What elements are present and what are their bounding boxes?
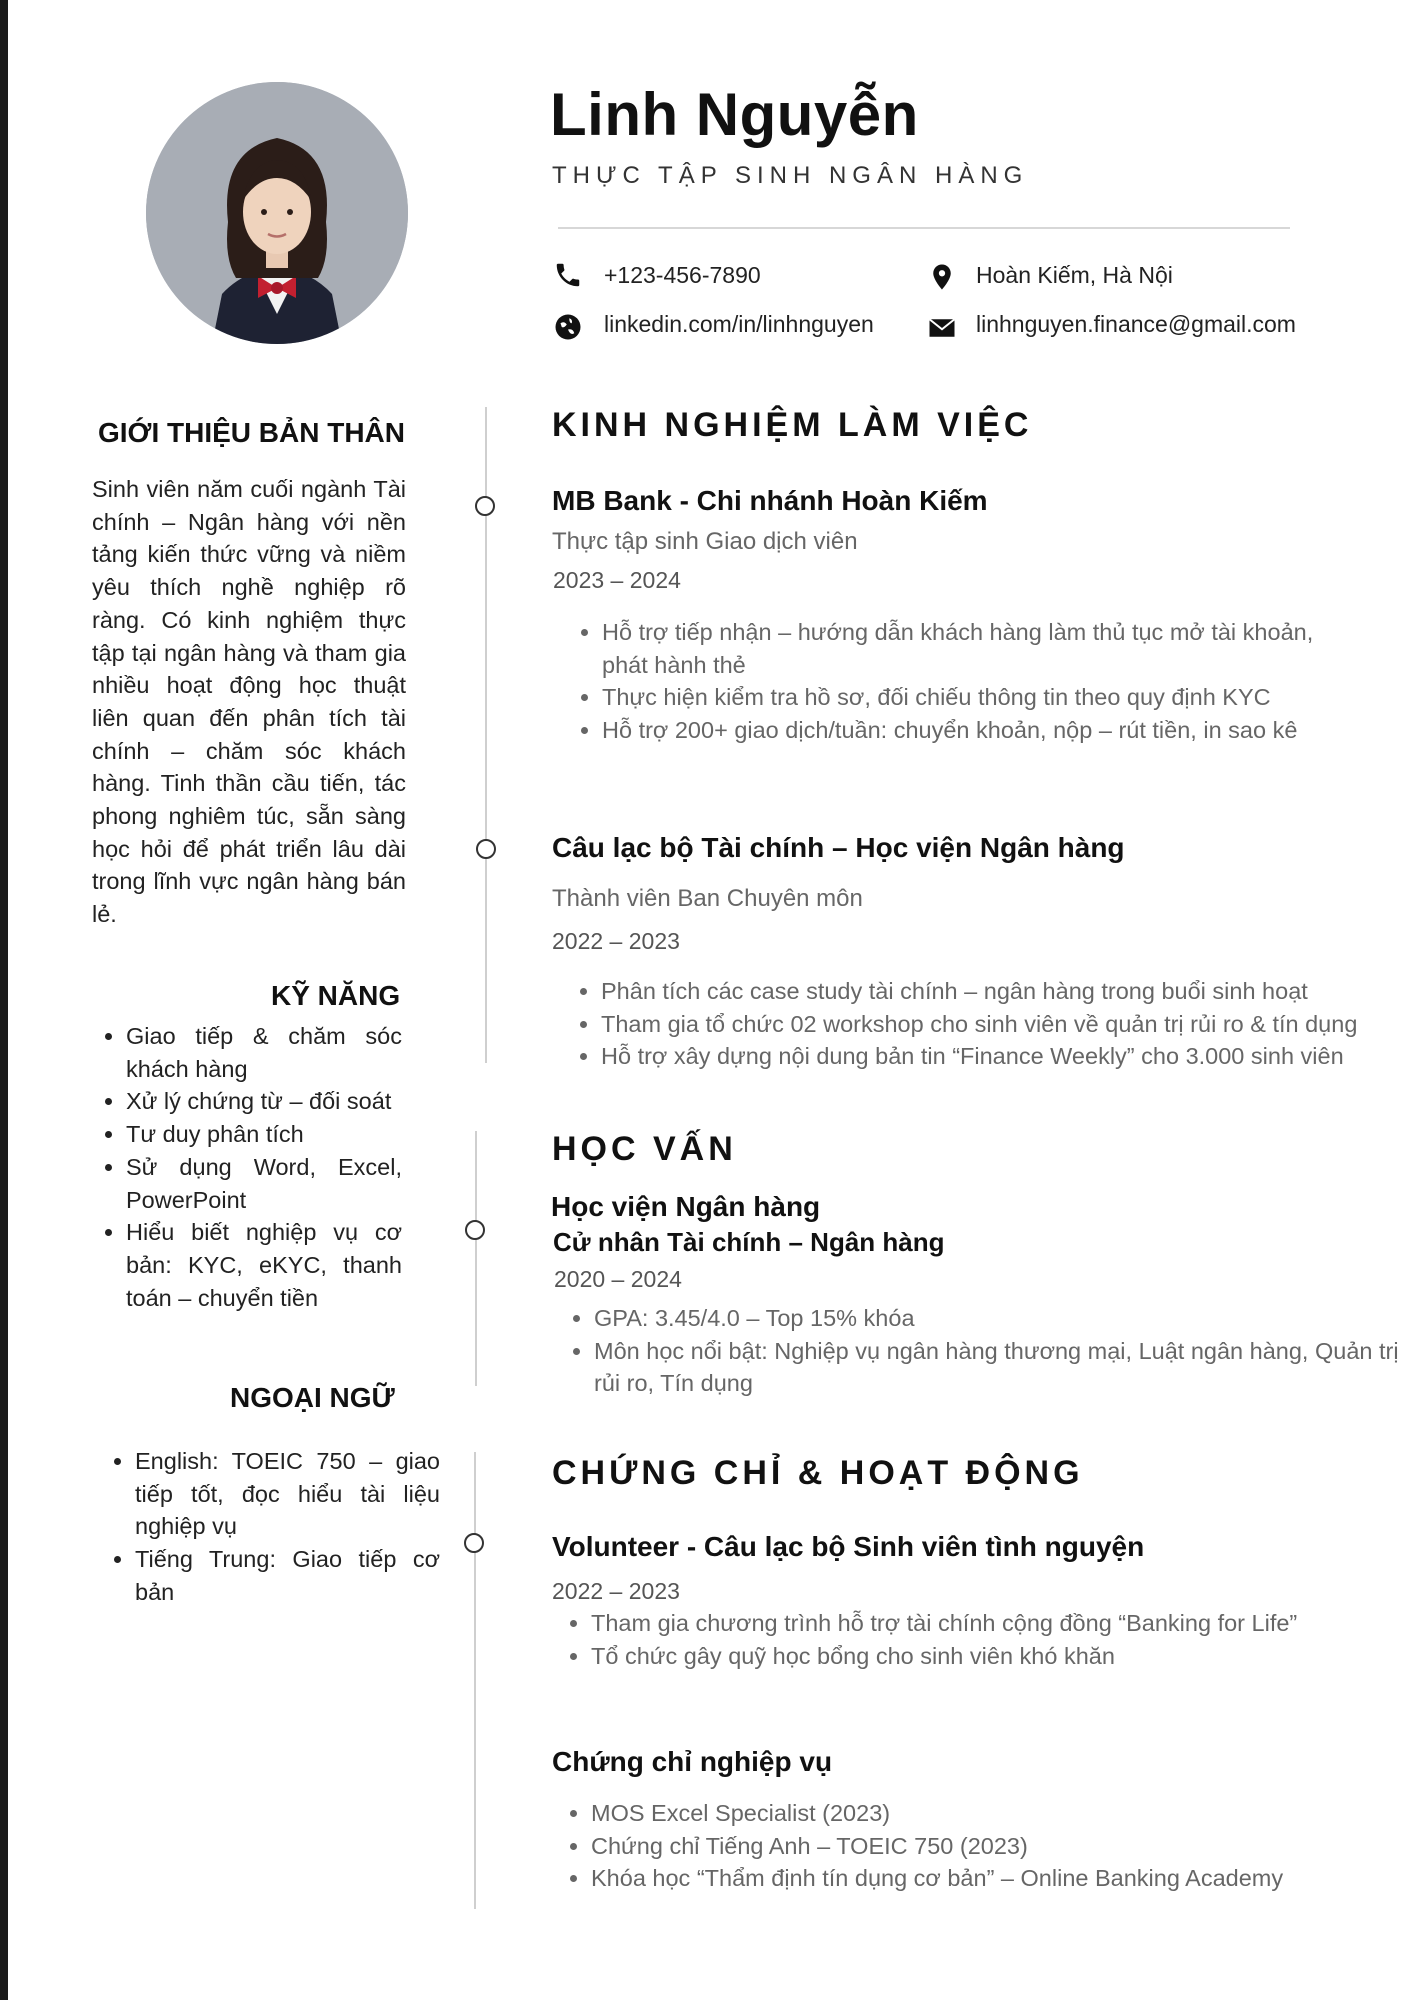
professional-certs-heading: Chứng chỉ nghiệp vụ — [552, 1746, 833, 1777]
candidate-title: THỰC TẬP SINH NGÂN HÀNG — [552, 162, 1029, 189]
job-organization: MB Bank - Chi nhánh Hoàn Kiếm — [552, 485, 988, 516]
job-bullet: • Hỗ trợ tiếp nhận – hướng dẫn khách hàng làm thủ tục mở tài khoản, phát hành thẻ — [602, 616, 1362, 681]
job-bullets — [553, 975, 1414, 1073]
certificate-item: • Khóa học “Thẩm định tín dụng cơ bản” – Online Banking Academy — [591, 1862, 1351, 1895]
education-bullets — [546, 1302, 1414, 1400]
job-bullet: • Hỗ trợ 200+ giao dịch/tuần: chuyển khoản, nộp – rút tiền, in sao kê — [602, 714, 1362, 747]
job-bullet: • Hỗ trợ xây dựng nội dung bản tin “Finance Weekly” cho 3.000 sinh viên — [601, 1040, 1414, 1073]
languages-list — [101, 1445, 440, 1609]
location-pin-icon — [927, 262, 957, 297]
professional-certs-list — [543, 1797, 1351, 1895]
skill-item: • Tư duy phân tích — [126, 1118, 402, 1151]
linkedin-link[interactable]: linkedin.com/in/linhnguyen — [604, 311, 874, 337]
job-bullet: • Tham gia tổ chức 02 workshop cho sinh viên về quản trị rủi ro & tín dụng — [601, 1008, 1414, 1041]
location-text: Hoàn Kiếm, Hà Nội — [976, 262, 1173, 288]
skill-item: • Sử dụng Word, Excel, PowerPoint — [126, 1151, 402, 1216]
job-role: Thực tập sinh Giao dịch viên — [552, 528, 858, 555]
globe-icon — [553, 312, 583, 347]
skills-heading: KỸ NĂNG — [271, 980, 401, 1011]
header-divider — [558, 227, 1290, 229]
profile-photo — [146, 82, 408, 344]
job-organization: Câu lạc bộ Tài chính – Học viện Ngân hàng — [552, 832, 1125, 863]
email-icon — [927, 313, 957, 348]
skill-item: • Xử lý chứng từ – đối soát — [126, 1085, 402, 1118]
skill-item: • Hiểu biết nghiệp vụ cơ bản: KYC, eKYC, thanh toán – chuyển tiền — [126, 1216, 402, 1314]
left-edge-bar — [0, 0, 8, 2000]
volunteer-bullets — [543, 1607, 1351, 1672]
skill-item: • Giao tiếp & chăm sóc khách hàng — [126, 1020, 402, 1085]
job-bullet: • Phân tích các case study tài chính – ngân hàng trong buổi sinh hoạt — [601, 975, 1414, 1008]
job-dates: 2022 – 2023 — [552, 928, 680, 954]
timeline-dot — [475, 496, 495, 516]
experience-heading: KINH NGHIỆM LÀM VIỆC — [552, 406, 1033, 444]
degree-name: Cử nhân Tài chính – Ngân hàng — [553, 1227, 945, 1257]
job-dates: 2023 – 2024 — [553, 567, 681, 593]
email-link[interactable]: linhnguyen.finance@gmail.com — [976, 311, 1296, 337]
language-item: • Tiếng Trung: Giao tiếp cơ bản — [135, 1543, 440, 1608]
school-name: Học viện Ngân hàng — [551, 1191, 821, 1222]
job-bullets — [554, 616, 1362, 747]
education-heading: HỌC VẤN — [552, 1130, 737, 1168]
languages-heading: NGOẠI NGỮ — [230, 1382, 395, 1413]
timeline-dot — [464, 1533, 484, 1553]
certificate-item: • MOS Excel Specialist (2023) — [591, 1797, 1351, 1830]
about-heading: GIỚI THIỆU BẢN THÂN — [98, 417, 405, 448]
timeline-dot — [476, 839, 496, 859]
education-dates: 2020 – 2024 — [554, 1266, 682, 1292]
candidate-name: Linh Nguyễn — [550, 81, 919, 148]
phone-text: +123-456-7890 — [604, 262, 761, 288]
timeline-line-certificates — [474, 1452, 476, 1909]
timeline-line-education — [475, 1131, 477, 1386]
education-bullet: • GPA: 3.45/4.0 – Top 15% khóa — [594, 1302, 1414, 1335]
volunteer-dates: 2022 – 2023 — [552, 1578, 680, 1604]
timeline-dot — [465, 1220, 485, 1240]
education-bullet: • Môn học nổi bật: Nghiệp vụ ngân hàng thương mại, Luật ngân hàng, Quản trị rủi ro, Tín dụng — [594, 1335, 1414, 1400]
job-bullet: • Thực hiện kiểm tra hồ sơ, đối chiếu thông tin theo quy định KYC — [602, 681, 1362, 714]
phone-icon — [553, 260, 583, 295]
certificate-item: • Chứng chỉ Tiếng Anh – TOEIC 750 (2023) — [591, 1830, 1351, 1863]
language-item: • English: TOEIC 750 – giao tiếp tốt, đọc hiểu tài liệu nghiệp vụ — [135, 1445, 440, 1543]
volunteer-bullet: • Tham gia chương trình hỗ trợ tài chính cộng đồng “Banking for Life” — [591, 1607, 1351, 1640]
about-text: Sinh viên năm cuối ngành Tài chính – Ngân hàng với nền tảng kiến thức vững và niềm yêu thích nghề nghiệp rõ ràng. Có kinh nghiệm thực tập tại ngân hàng và tham gia nhiều hoạt động học thuật liên quan đến phân tích tài chính – chăm sóc khách hàng. Tinh thần cầu tiến, tác phong nghiêm túc, sẵn sàng học hỏi để phát triển lâu dài trong lĩnh vực ngân hàng bán lẻ. — [92, 476, 406, 928]
volunteer-bullet: • Tổ chức gây quỹ học bổng cho sinh viên khó khăn — [591, 1640, 1351, 1673]
volunteer-organization: Volunteer - Câu lạc bộ Sinh viên tình nguyện — [552, 1531, 1145, 1562]
certificates-heading: CHỨNG CHỈ & HOẠT ĐỘNG — [552, 1454, 1084, 1492]
job-role: Thành viên Ban Chuyên môn — [552, 885, 863, 912]
skills-list — [92, 1020, 402, 1314]
